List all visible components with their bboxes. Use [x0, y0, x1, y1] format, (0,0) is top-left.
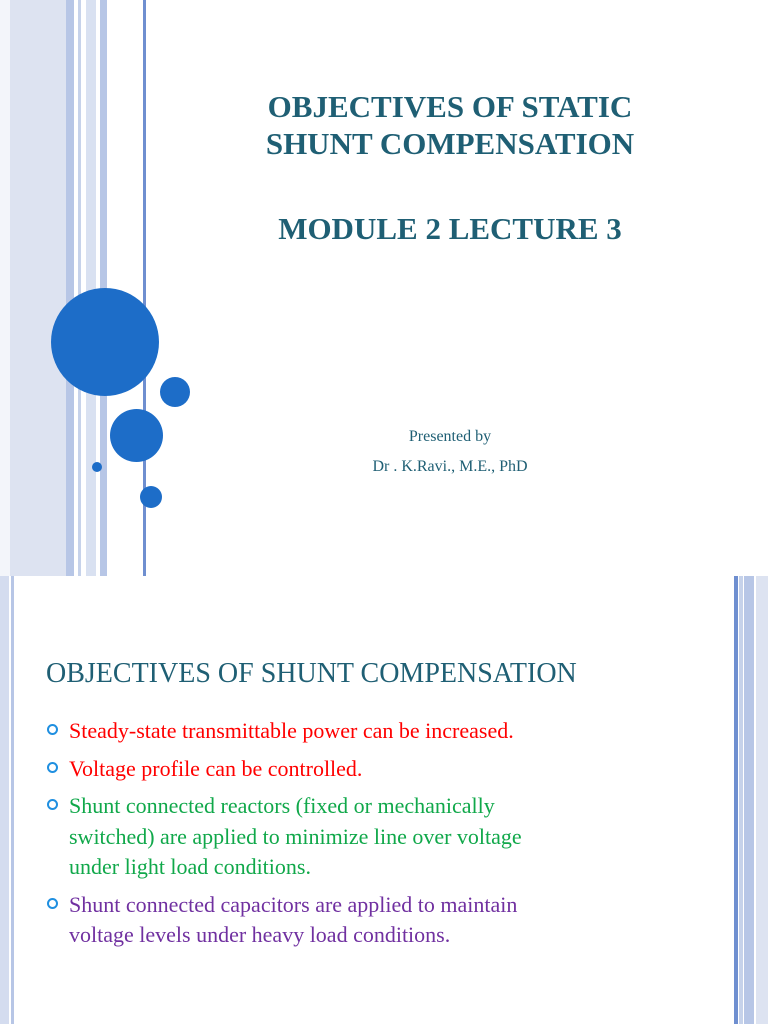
decorative-stripe	[0, 0, 10, 576]
slide-subtitle: MODULE 2 LECTURE 3	[278, 211, 622, 246]
decorative-stripe	[11, 576, 14, 1024]
bullet-text-line: voltage levels under heavy load conditions.	[69, 922, 451, 947]
bullet-text-line: Shunt connected capacitors are applied to maintain	[69, 891, 518, 917]
presenter-block	[300, 422, 600, 482]
bullet-text-line: switched) are applied to minimize line over voltage	[69, 823, 522, 849]
bullet-list	[46, 716, 686, 958]
bullet-item	[46, 716, 686, 747]
slide-heading: OBJECTIVES OF SHUNT COMPENSATION	[46, 658, 577, 689]
slide-title	[190, 88, 710, 162]
decorative-stripe	[66, 0, 74, 576]
bullet-text-line: Steady-state transmittable power can be increased.	[69, 718, 514, 743]
presenter-name: Dr . K.Ravi., M.E., PhD	[372, 458, 528, 475]
bullet-circle-icon	[47, 898, 58, 909]
decorative-circle-tiny	[92, 462, 102, 472]
decorative-stripe	[0, 576, 9, 1024]
decorative-circle-small	[160, 377, 190, 407]
decorative-stripe	[10, 0, 66, 576]
bullet-text-line: under light load conditions.	[69, 854, 311, 879]
decorative-circle-small	[140, 486, 162, 508]
bullet-text-line: Shunt connected reactors (fixed or mechanically	[69, 793, 495, 818]
content-slide	[0, 576, 768, 1024]
bullet-circle-icon	[47, 762, 58, 773]
decorative-stripe	[756, 576, 768, 1024]
slide-title-line: SHUNT COMPENSATION	[265, 126, 635, 161]
bullet-circle-icon	[47, 799, 58, 810]
decorative-stripe	[744, 576, 754, 1024]
slide-title-line: OBJECTIVES OF STATIC	[267, 89, 633, 124]
presented-by-label: Presented by	[408, 428, 492, 445]
decorative-circle-medium	[110, 409, 163, 462]
bullet-text-line: Voltage profile can be controlled.	[69, 755, 363, 781]
bullet-item	[46, 791, 686, 883]
decorative-circle-large	[51, 288, 159, 396]
bullet-item	[46, 754, 686, 785]
decorative-stripe	[739, 576, 743, 1024]
bullet-item	[46, 890, 686, 951]
decorative-stripe	[734, 576, 738, 1024]
decorative-stripe	[78, 0, 81, 576]
bullet-circle-icon	[47, 724, 58, 735]
